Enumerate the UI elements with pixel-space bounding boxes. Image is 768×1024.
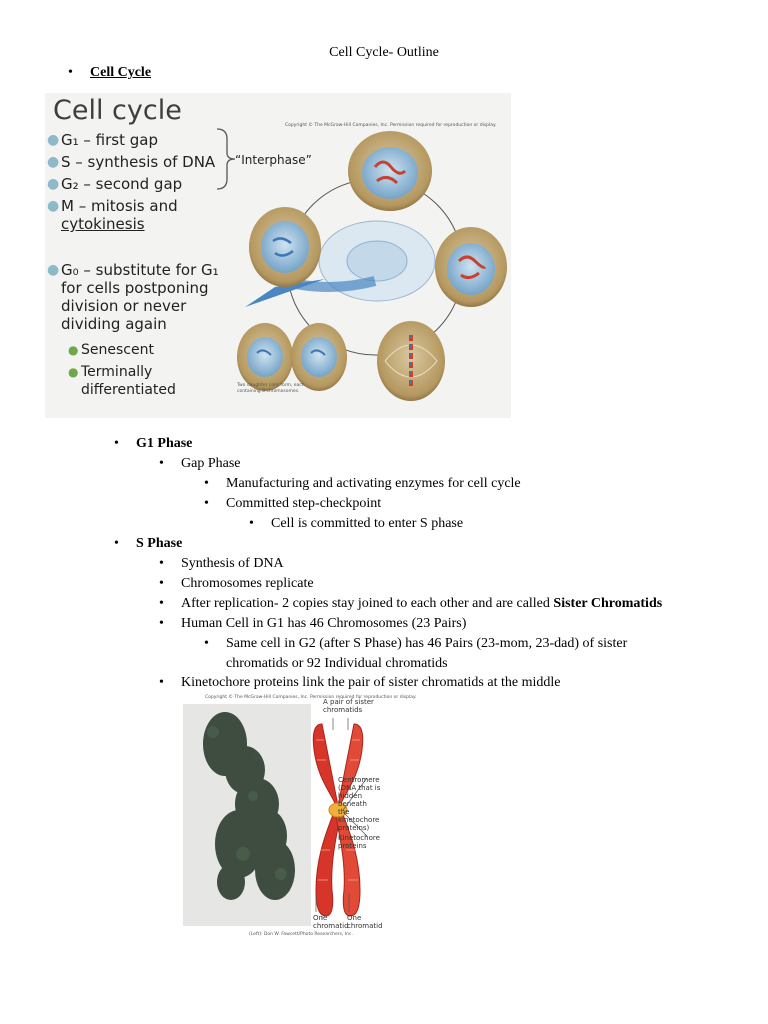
bullet-synthesis: • Synthesis of DNA <box>159 556 284 571</box>
slide-item-g0-line2: for cells postponing <box>61 279 209 297</box>
slide-item-g0-line4: dividing again <box>61 315 167 333</box>
slide-copyright: Copyright © The McGraw-Hill Companies, Inc. Permission required for reproduction or display. <box>285 123 497 128</box>
slide-item-terminally: ● Terminally <box>68 364 153 380</box>
label-kinetochore: Kinetochore proteins <box>338 834 380 850</box>
interphase-brace-icon <box>215 127 237 191</box>
slide-title: Cell cycle <box>53 95 182 126</box>
cell-cycle-slide <box>45 93 511 418</box>
cell-cycle-diagram <box>235 129 511 399</box>
bullet-committed: • Committed step-checkpoint <box>204 496 382 511</box>
slide-item-cytokinesis: cytokinesis <box>61 215 145 233</box>
bullet-enter-s: • Cell is committed to enter S phase <box>249 516 464 531</box>
interphase-label: “Interphase” <box>235 153 312 167</box>
label-centromere: Centromere (DNA that is hidden beneath the kinetochore proteins) <box>338 776 381 832</box>
chromosome-figure <box>183 694 417 940</box>
bullet-same-cell: • Same cell in G2 (after S Phase) has 46 Pairs (23-mom, 23-dad) of sister <box>204 636 628 651</box>
slide-item-g0: ● G₀ – substitute for G₁ <box>47 261 219 279</box>
label-pair-2: chromatids <box>323 706 363 714</box>
figure-credit: (Left): Don W. Fawcett/Photo Researchers, Inc. <box>249 932 353 937</box>
slide-item-g0-line3: division or never <box>61 297 187 315</box>
slide-item-g1: ● G₁ – first gap <box>47 131 158 149</box>
label-pair-1: A pair of sister <box>323 698 374 706</box>
bullet-s-phase: • S Phase <box>114 536 183 551</box>
slide-item-s: ● S – synthesis of DNA <box>47 153 216 171</box>
bullet-human-cell: • Human Cell in G1 has 46 Chromosomes (23 Pairs) <box>159 616 467 631</box>
bullet-replicate: • Chromosomes replicate <box>159 576 314 591</box>
slide-caption-2: containing 8 chromosomes. <box>237 389 300 394</box>
chromo-copyright: Copyright © The McGraw-Hill Companies, Inc. Permission required for reproduction or display. <box>205 695 417 700</box>
bullet-kinetochore: • Kinetochore proteins link the pair of sister chromatids at the middle <box>159 675 561 690</box>
bullet-same-cell-cont: chromatids or 92 Individual chromatids <box>226 656 448 671</box>
page-title: Cell Cycle- Outline <box>329 45 439 60</box>
slide-item-m: ● M – mitosis and <box>47 197 178 215</box>
slide-caption-1: Two daughter cells form, each <box>237 383 305 388</box>
bullet-manufacturing: • Manufacturing and activating enzymes for cell cycle <box>204 476 521 491</box>
bullet-gap-phase: • Gap Phase <box>159 456 241 471</box>
slide-item-senescent: ● Senescent <box>68 342 154 358</box>
label-one-chromatid-right: One chromatid <box>347 914 383 930</box>
bullet-cell-cycle: • Cell Cycle <box>68 65 152 80</box>
bullet-g1-phase: • G1 Phase <box>114 436 193 451</box>
label-one-chromatid-left: One chromatid <box>313 914 349 930</box>
bullet-after-replication: • After replication- 2 copies stay joined to each other and are called Sister Chromatids <box>159 596 663 611</box>
slide-item-g2: ● G₂ – second gap <box>47 175 183 193</box>
slide-item-differentiated: differentiated <box>81 382 176 398</box>
chromosome-micrograph <box>183 704 311 926</box>
